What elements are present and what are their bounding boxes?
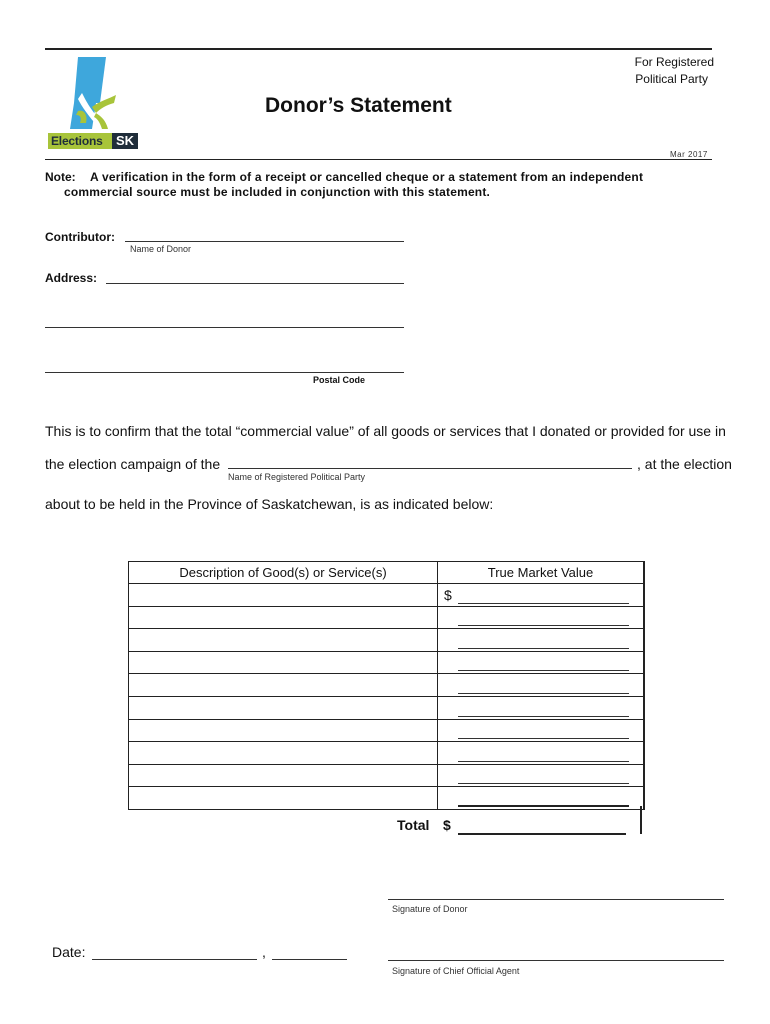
table-right-extension bbox=[640, 806, 642, 834]
table-row bbox=[129, 629, 645, 652]
value-cell[interactable] bbox=[438, 629, 645, 652]
description-header: Description of Good(s) or Service(s) bbox=[129, 562, 438, 584]
value-cell[interactable] bbox=[438, 696, 645, 719]
confirm-line3: about to be held in the Province of Saskatchewan, is as indicated below: bbox=[45, 496, 494, 512]
value-header: True Market Value bbox=[438, 562, 645, 584]
postal-code-caption: Postal Code bbox=[313, 375, 366, 385]
table-row bbox=[129, 764, 645, 787]
address-line-3-field[interactable] bbox=[45, 372, 404, 373]
value-cell[interactable] bbox=[438, 764, 645, 787]
value-line bbox=[458, 716, 629, 717]
value-line bbox=[458, 670, 629, 671]
total-value-field[interactable] bbox=[458, 833, 626, 835]
table-row bbox=[129, 719, 645, 742]
elections-sk-logo bbox=[48, 55, 140, 151]
value-line bbox=[458, 625, 629, 626]
header-rule bbox=[45, 159, 712, 160]
currency-symbol: $ bbox=[444, 587, 452, 603]
value-cell[interactable] bbox=[438, 742, 645, 765]
value-line bbox=[458, 738, 629, 739]
donor-signature-field[interactable] bbox=[388, 899, 724, 900]
note-line2: commercial source must be included in conjunction with this statement. bbox=[64, 185, 491, 199]
description-cell[interactable] bbox=[129, 629, 438, 652]
confirm-line1: This is to confirm that the total “commercial value” of all goods or services that I donated or provided for use in bbox=[45, 423, 726, 439]
description-cell[interactable] bbox=[129, 606, 438, 629]
address-line-2-field[interactable] bbox=[45, 327, 404, 328]
table-row bbox=[129, 674, 645, 697]
value-line bbox=[458, 693, 629, 694]
description-cell[interactable] bbox=[129, 674, 438, 697]
description-cell[interactable] bbox=[129, 764, 438, 787]
top-rule bbox=[45, 48, 712, 50]
value-line bbox=[458, 648, 629, 649]
table-row bbox=[129, 787, 645, 810]
table-header-row bbox=[129, 562, 645, 584]
party-name-caption: Name of Registered Political Party bbox=[228, 472, 366, 482]
table-row bbox=[129, 651, 645, 674]
value-cell[interactable] bbox=[438, 719, 645, 742]
logo-suffix: SK bbox=[116, 133, 135, 148]
total-currency-symbol: $ bbox=[443, 817, 451, 833]
note-label: Note: bbox=[45, 170, 76, 184]
table-row bbox=[129, 584, 645, 607]
value-cell[interactable] bbox=[438, 651, 645, 674]
year-field[interactable] bbox=[272, 959, 347, 960]
description-cell[interactable] bbox=[129, 651, 438, 674]
date-comma: , bbox=[262, 944, 266, 960]
agent-signature-field[interactable] bbox=[388, 960, 724, 961]
value-cell[interactable] bbox=[438, 674, 645, 697]
note-line1: A verification in the form of a receipt or cancelled cheque or a statement from an independent bbox=[90, 170, 644, 184]
party-label-line2: Political Party bbox=[635, 72, 708, 86]
party-name-field[interactable] bbox=[228, 468, 632, 469]
logo-wordmark: Elections bbox=[51, 134, 103, 148]
party-label-line1: For Registered bbox=[634, 55, 714, 69]
date-label: Date: bbox=[52, 944, 86, 960]
address-line-1-field[interactable] bbox=[106, 283, 404, 284]
value-line bbox=[458, 603, 629, 604]
value-line bbox=[458, 805, 629, 807]
value-cell[interactable] bbox=[438, 787, 645, 810]
contributor-label: Contributor: bbox=[45, 230, 115, 244]
confirm-line2-suffix: , at the election bbox=[637, 456, 732, 472]
value-cell[interactable] bbox=[438, 584, 645, 607]
table-row bbox=[129, 696, 645, 719]
table-row bbox=[129, 606, 645, 629]
contributor-name-field[interactable] bbox=[125, 241, 404, 242]
agent-signature-caption: Signature of Chief Official Agent bbox=[392, 966, 520, 976]
revision-date: Mar 2017 bbox=[670, 150, 708, 159]
donor-name-caption: Name of Donor bbox=[130, 244, 192, 254]
donor-signature-caption: Signature of Donor bbox=[392, 904, 468, 914]
page-title: Donor’s Statement bbox=[265, 94, 452, 117]
description-cell[interactable] bbox=[129, 742, 438, 765]
description-cell[interactable] bbox=[129, 584, 438, 607]
date-field[interactable] bbox=[92, 959, 257, 960]
description-cell[interactable] bbox=[129, 787, 438, 810]
description-cell[interactable] bbox=[129, 696, 438, 719]
value-line bbox=[458, 761, 629, 762]
confirm-line2-prefix: the election campaign of the bbox=[45, 456, 221, 472]
goods-table bbox=[128, 561, 645, 810]
total-label: Total bbox=[397, 817, 430, 833]
description-cell[interactable] bbox=[129, 719, 438, 742]
value-line bbox=[458, 783, 629, 784]
address-label: Address: bbox=[45, 271, 98, 285]
value-cell[interactable] bbox=[438, 606, 645, 629]
table-row bbox=[129, 742, 645, 765]
